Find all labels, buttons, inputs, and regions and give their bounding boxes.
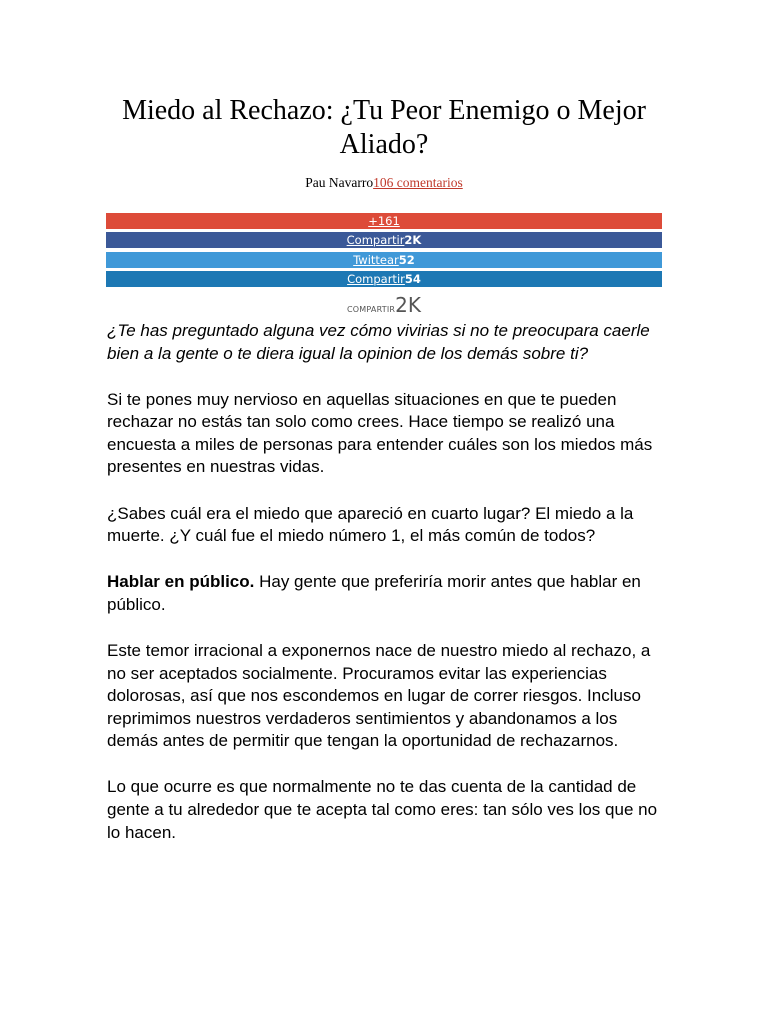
body-paragraph: Este temor irracional a exponernos nace de nuestro miedo al rechazo, a no ser aceptados socialmente. Procuramos evitar las experiencias dolorosas, así que nos escondemos en lugar de correr riesgos. Incluso reprimimos nuestros verdaderos sentimientos y abandonamos a los demás antes de permitir que tengan la oportunidad de rechazarnos. — [107, 640, 651, 751]
author-name: Pau Navarro — [305, 175, 374, 190]
twitter-share-label: Twittear — [353, 253, 399, 267]
facebook-share-label: Compartir — [346, 233, 405, 247]
comments-link[interactable]: 106 comentarios — [373, 175, 463, 190]
article-title: Miedo al Rechazo: ¿Tu Peor Enemigo o Mejor Aliado? — [122, 95, 646, 160]
highlight-rest: Hay gente que preferiría morir antes que hablar en público. — [107, 572, 641, 614]
twitter-share-count: 52 — [398, 253, 415, 267]
facebook-share-count: 2K — [404, 233, 422, 247]
body-paragraph: ¿Sabes cuál era el miedo que apareció en cuarto lugar? El miedo a la muerte. ¿Y cuál fue el miedo número 1, el más común de todos? — [107, 503, 634, 546]
byline — [0, 174, 768, 192]
article-body — [107, 320, 667, 868]
intro-paragraph: ¿Te has preguntado alguna vez cómo vivirias si no te preocupara caerle bien a la gente o te diera igual la opinion de los demás sobre ti? — [107, 321, 650, 363]
google-plus-count: +161 — [368, 214, 400, 228]
google-plus-share-button[interactable] — [106, 213, 662, 229]
highlight-paragraph — [107, 571, 667, 616]
linkedin-share-count: 54 — [404, 272, 421, 286]
linkedin-share-button[interactable] — [106, 271, 662, 287]
body-paragraph: Lo que ocurre es que normalmente no te das cuenta de la cantidad de gente a tu alrededor que te acepta tal como eres: tan sólo ves los que no lo hacen. — [107, 777, 658, 842]
facebook-share-button[interactable] — [106, 232, 662, 248]
highlight-bold: Hablar en público. — [107, 572, 255, 592]
share-total-label: COMPARTIR — [347, 305, 396, 314]
linkedin-share-label: Compartir — [347, 272, 405, 286]
twitter-share-button[interactable] — [106, 252, 662, 268]
body-paragraph: Si te pones muy nervioso en aquellas situaciones en que te pueden rechazar no estás tan solo como crees. Hace tiempo se realizó una encuesta a miles de personas para entender cuáles son los miedos más presentes en nuestras vidas. — [107, 389, 653, 477]
share-total-count: 2K — [395, 293, 421, 317]
